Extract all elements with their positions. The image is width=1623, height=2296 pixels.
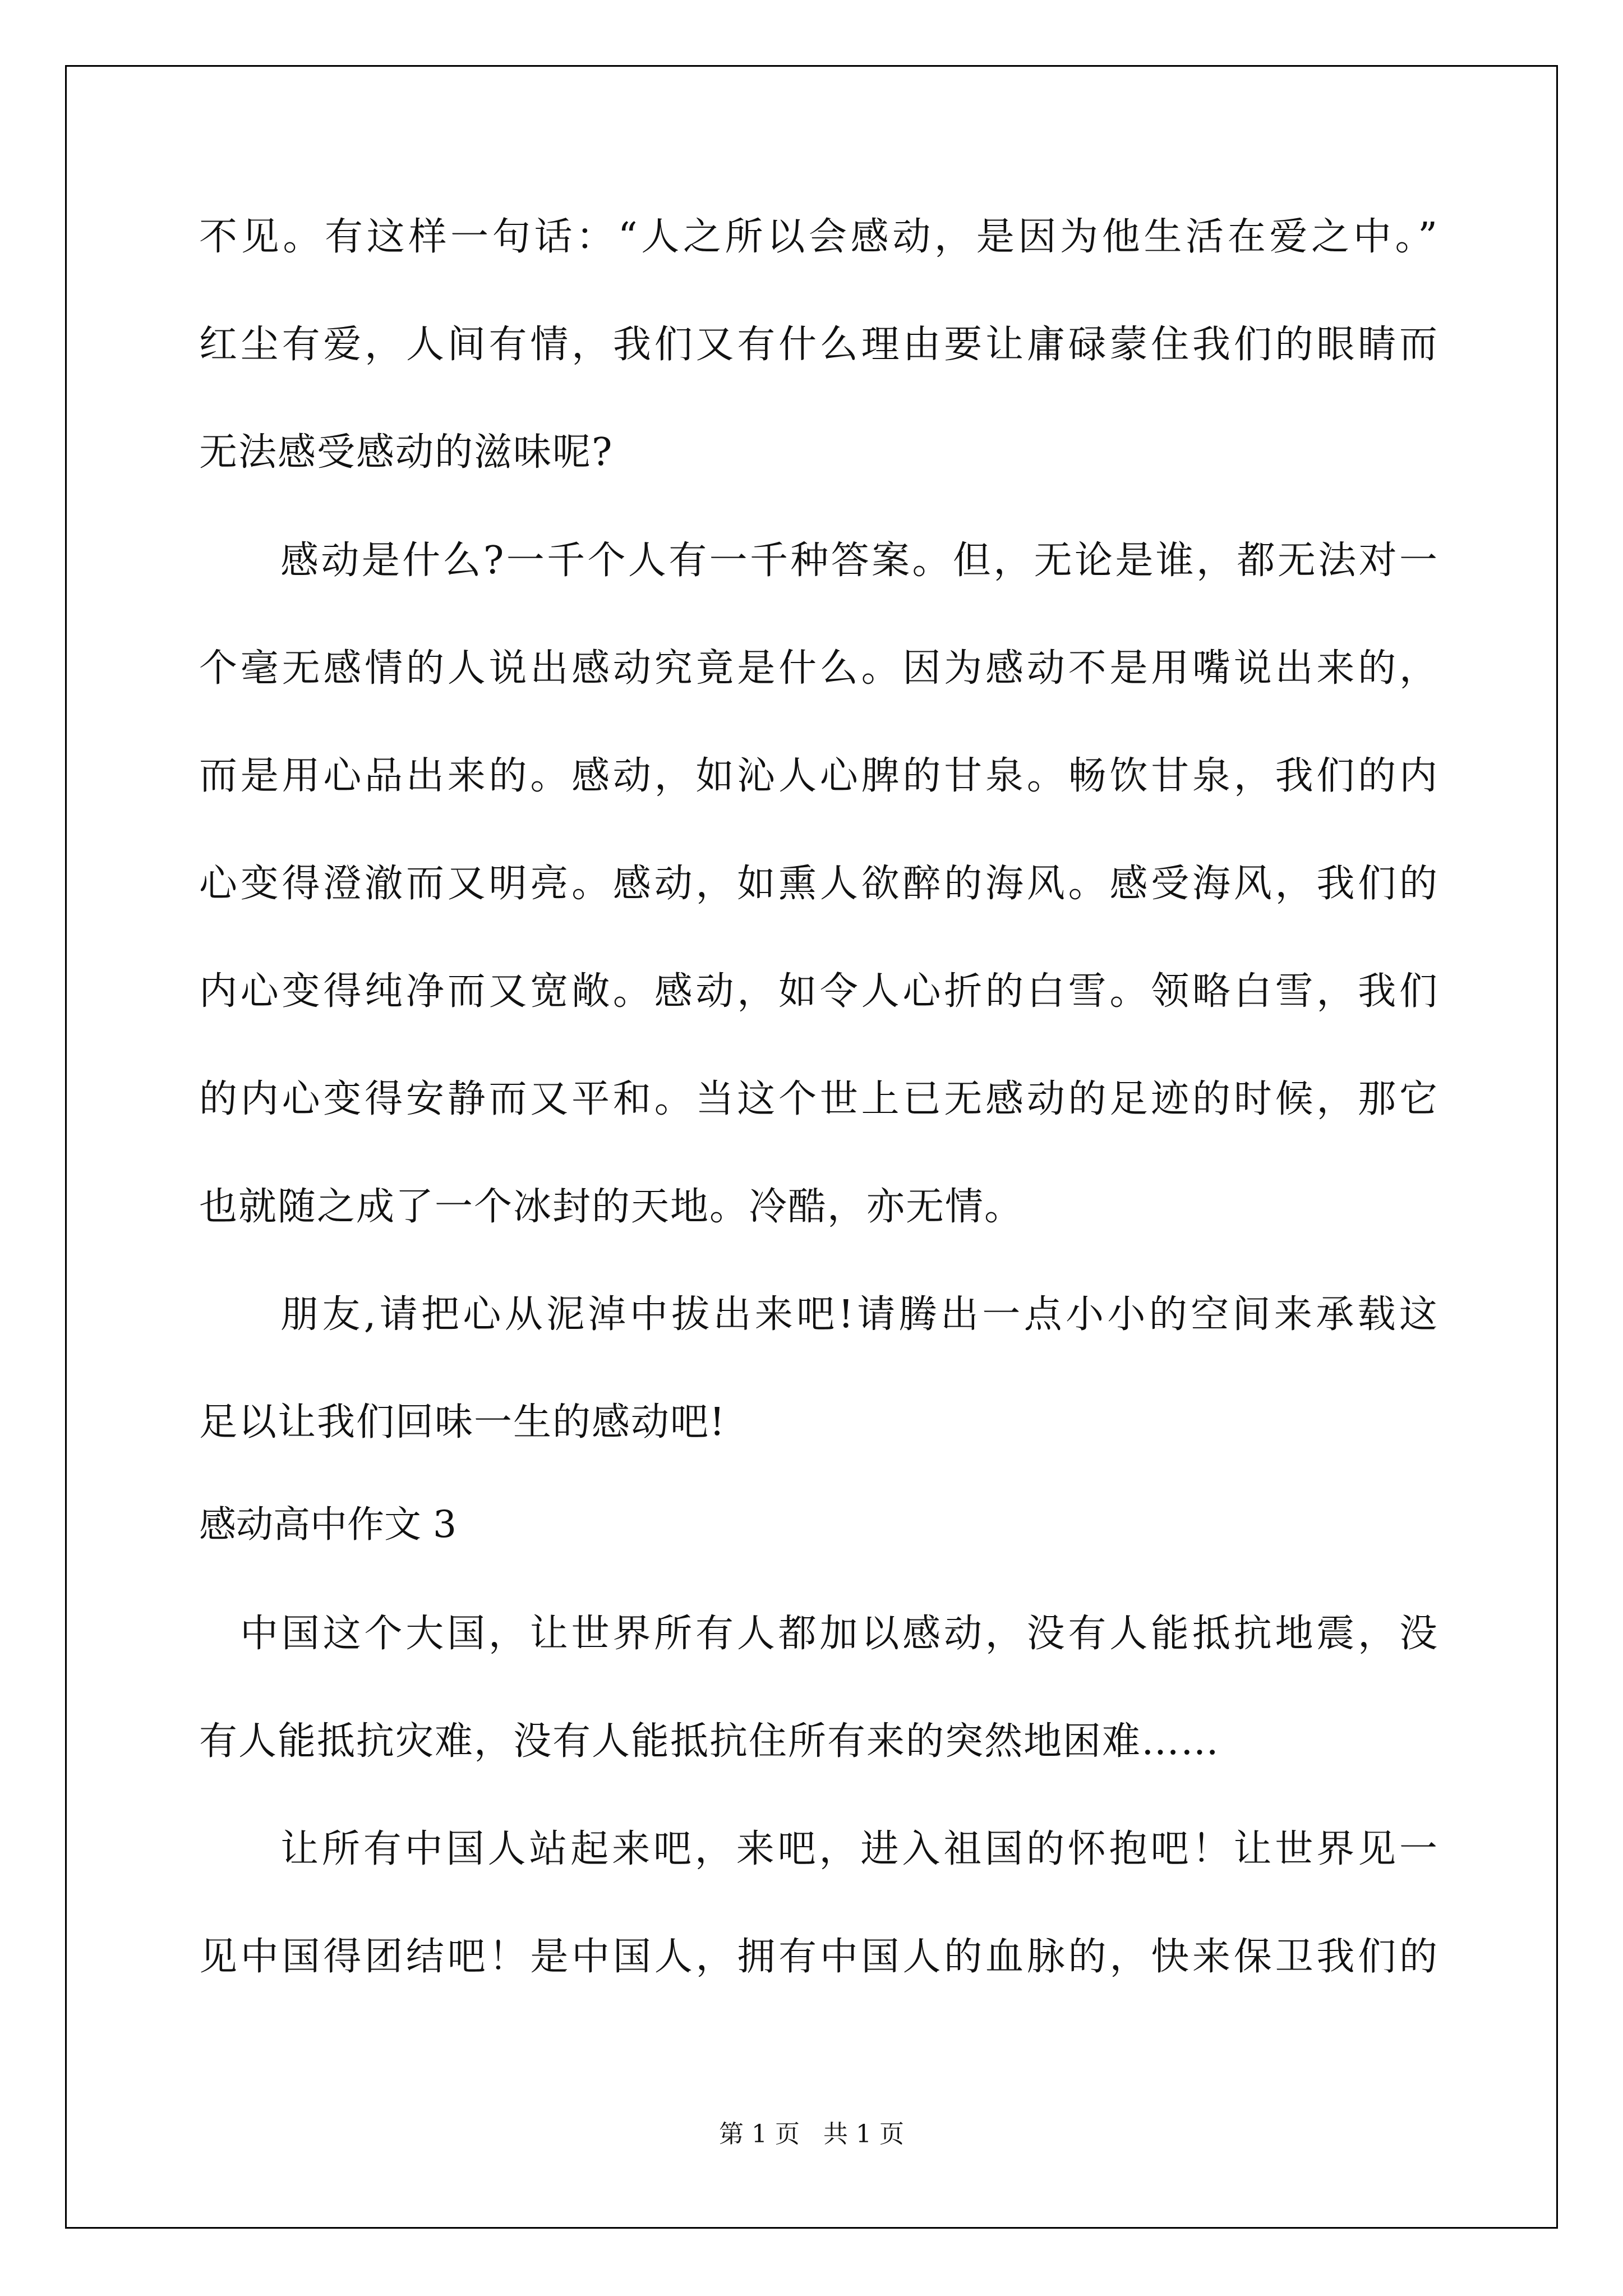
- paragraph-line: 也就随之成了一个冰封的天地。冷酷，亦无情。: [199, 1185, 1024, 1229]
- section-heading: 感动高中作文 3: [199, 1503, 457, 1546]
- paragraph-line: 中国这个大国，让世界所有人都加以感动，没有人能抵抗地震，没: [240, 1612, 1438, 1656]
- paragraph-line: 而是用心品出来的。感动，如沁人心脾的甘泉。畅饮甘泉，我们的内: [199, 754, 1438, 798]
- paragraph-line: 不见。有这样一句话：“人之所以会感动，是因为他生活在爱之中。”: [199, 215, 1438, 259]
- paragraph-line: 内心变得纯净而又宽敞。感动，如令人心折的白雪。领略白雪，我们: [199, 969, 1438, 1014]
- paragraph-line: 朋友,请把心从泥淖中拔出来吧!请腾出一点小小的空间来承载这: [280, 1292, 1438, 1337]
- paragraph-line: 红尘有爱，人间有情，我们又有什么理由要让庸碌蒙住我们的眼睛而: [199, 323, 1438, 367]
- paragraph-line: 的内心变得安静而又平和。当这个世上已无感动的足迹的时候，那它: [199, 1077, 1438, 1121]
- paragraph-line: 让所有中国人站起来吧，来吧，进入祖国的怀抱吧！让世界见一: [280, 1827, 1438, 1871]
- paragraph-line: 足以让我们回味一生的感动吧!: [199, 1400, 726, 1444]
- paragraph-line: 见中国得团结吧！是中国人，拥有中国人的血脉的，快来保卫我们的: [199, 1935, 1438, 1979]
- paragraph-line: 感动是什么?一千个人有一千种答案。但，无论是谁，都无法对一: [280, 539, 1438, 583]
- paragraph-line: 心变得澄澈而又明亮。感动，如熏人欲醉的海风。感受海风，我们的: [199, 862, 1438, 906]
- paragraph-line: 个毫无感情的人说出感动究竟是什么。因为感动不是用嘴说出来的，: [199, 646, 1438, 691]
- paragraph-line: 无法感受感动的滋味呢?: [199, 430, 614, 475]
- paragraph-line: 有人能抵抗灾难，没有人能抵抗住所有来的突然地困难……: [199, 1719, 1220, 1764]
- page-footer: 第 1 页 共 1 页: [719, 2120, 904, 2148]
- page-border: [65, 65, 1558, 2229]
